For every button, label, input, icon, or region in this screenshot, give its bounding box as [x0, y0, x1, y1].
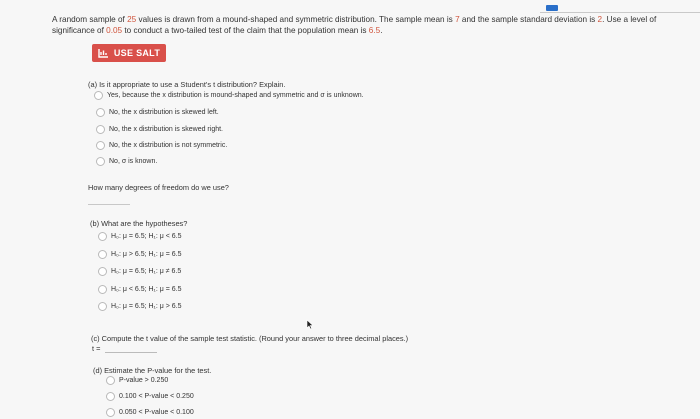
use-salt-button[interactable] [92, 44, 166, 62]
radio-button[interactable] [106, 408, 115, 417]
part-d-option[interactable] [106, 408, 194, 417]
radio-button[interactable] [98, 250, 107, 259]
radio-button[interactable] [96, 141, 105, 150]
option-label: No, σ is known. [109, 158, 158, 165]
option-label: H₀: μ = 6.5; H₁: μ ≠ 6.5 [111, 268, 182, 275]
alpha-value: 0.05 [106, 26, 123, 35]
part-a-option[interactable] [96, 108, 219, 117]
part-a-option[interactable] [96, 141, 227, 150]
expand-icon[interactable] [546, 5, 558, 11]
sample-sd-value: 2 [597, 15, 603, 24]
part-b-option[interactable] [98, 267, 181, 276]
part-c-question: (c) Compute the t value of the sample test statistic. (Round your answer to three decimal places.) [91, 334, 409, 343]
problem-text: A random sample of [52, 15, 128, 24]
chart-icon [98, 48, 109, 58]
part-d-question: (d) Estimate the P-value for the test. [93, 366, 212, 375]
claimed-mean-value: 6.5 [368, 26, 381, 35]
part-a-option[interactable] [96, 157, 157, 166]
problem-statement [52, 14, 692, 36]
part-a-option[interactable] [94, 91, 364, 100]
df-input[interactable] [88, 204, 130, 205]
use-salt-label: USE SALT [113, 48, 161, 58]
problem-text: to conduct a two-tailed test of the claim that the population mean is [122, 26, 369, 35]
option-label: H₀: μ = 6.5; H₁: μ > 6.5 [111, 303, 182, 310]
radio-button[interactable] [98, 232, 107, 241]
radio-button[interactable] [98, 302, 107, 311]
part-d-option[interactable] [106, 376, 168, 385]
radio-button[interactable] [96, 157, 105, 166]
option-label: H₀: μ = 6.5; H₁: μ < 6.5 [111, 233, 182, 240]
option-label: H₀: μ > 6.5; H₁: μ = 6.5 [111, 251, 182, 258]
radio-button[interactable] [94, 91, 103, 100]
option-label: H₀: μ < 6.5; H₁: μ = 6.5 [111, 286, 182, 293]
option-label: No, the x distribution is not symmetric. [109, 142, 228, 149]
option-label: 0.100 < P-value < 0.250 [119, 393, 194, 400]
radio-button[interactable] [96, 125, 105, 134]
part-b-option[interactable] [98, 232, 182, 241]
problem-text: and the sample standard deviation is [459, 15, 598, 24]
problem-text: . Use a level of significance of [52, 15, 657, 35]
divider [540, 12, 700, 13]
problem-text: . [380, 26, 383, 35]
part-b-question: (b) What are the hypotheses? [90, 219, 188, 228]
option-label: Yes, because the x distribution is mound-shaped and symmetric and σ is unknown. [107, 92, 364, 99]
option-label: No, the x distribution is skewed right. [109, 126, 223, 133]
radio-button[interactable] [106, 376, 115, 385]
part-a-option[interactable] [96, 125, 223, 134]
df-question: How many degrees of freedom do we use? [88, 183, 229, 192]
option-label: 0.050 < P-value < 0.100 [119, 409, 194, 416]
problem-text: values is drawn from a mound-shaped and symmetric distribution. The sample mean is [136, 15, 456, 24]
radio-button[interactable] [106, 392, 115, 401]
radio-button[interactable] [98, 267, 107, 276]
part-b-option[interactable] [98, 285, 182, 294]
t-value-input[interactable] [105, 343, 157, 353]
part-a-question: (a) Is it appropriate to use a Student's t distribution? Explain. [88, 80, 286, 89]
t-label: t = [92, 344, 101, 353]
part-b-option[interactable] [98, 302, 182, 311]
mouse-cursor-icon [306, 317, 314, 335]
sample-mean-value: 7 [455, 15, 460, 24]
option-label: No, the x distribution is skewed left. [109, 109, 219, 116]
sample-size-value: 25 [127, 15, 137, 24]
radio-button[interactable] [96, 108, 105, 117]
option-label: P-value > 0.250 [119, 377, 169, 384]
radio-button[interactable] [98, 285, 107, 294]
part-d-option[interactable] [106, 392, 194, 401]
part-b-option[interactable] [98, 250, 182, 259]
